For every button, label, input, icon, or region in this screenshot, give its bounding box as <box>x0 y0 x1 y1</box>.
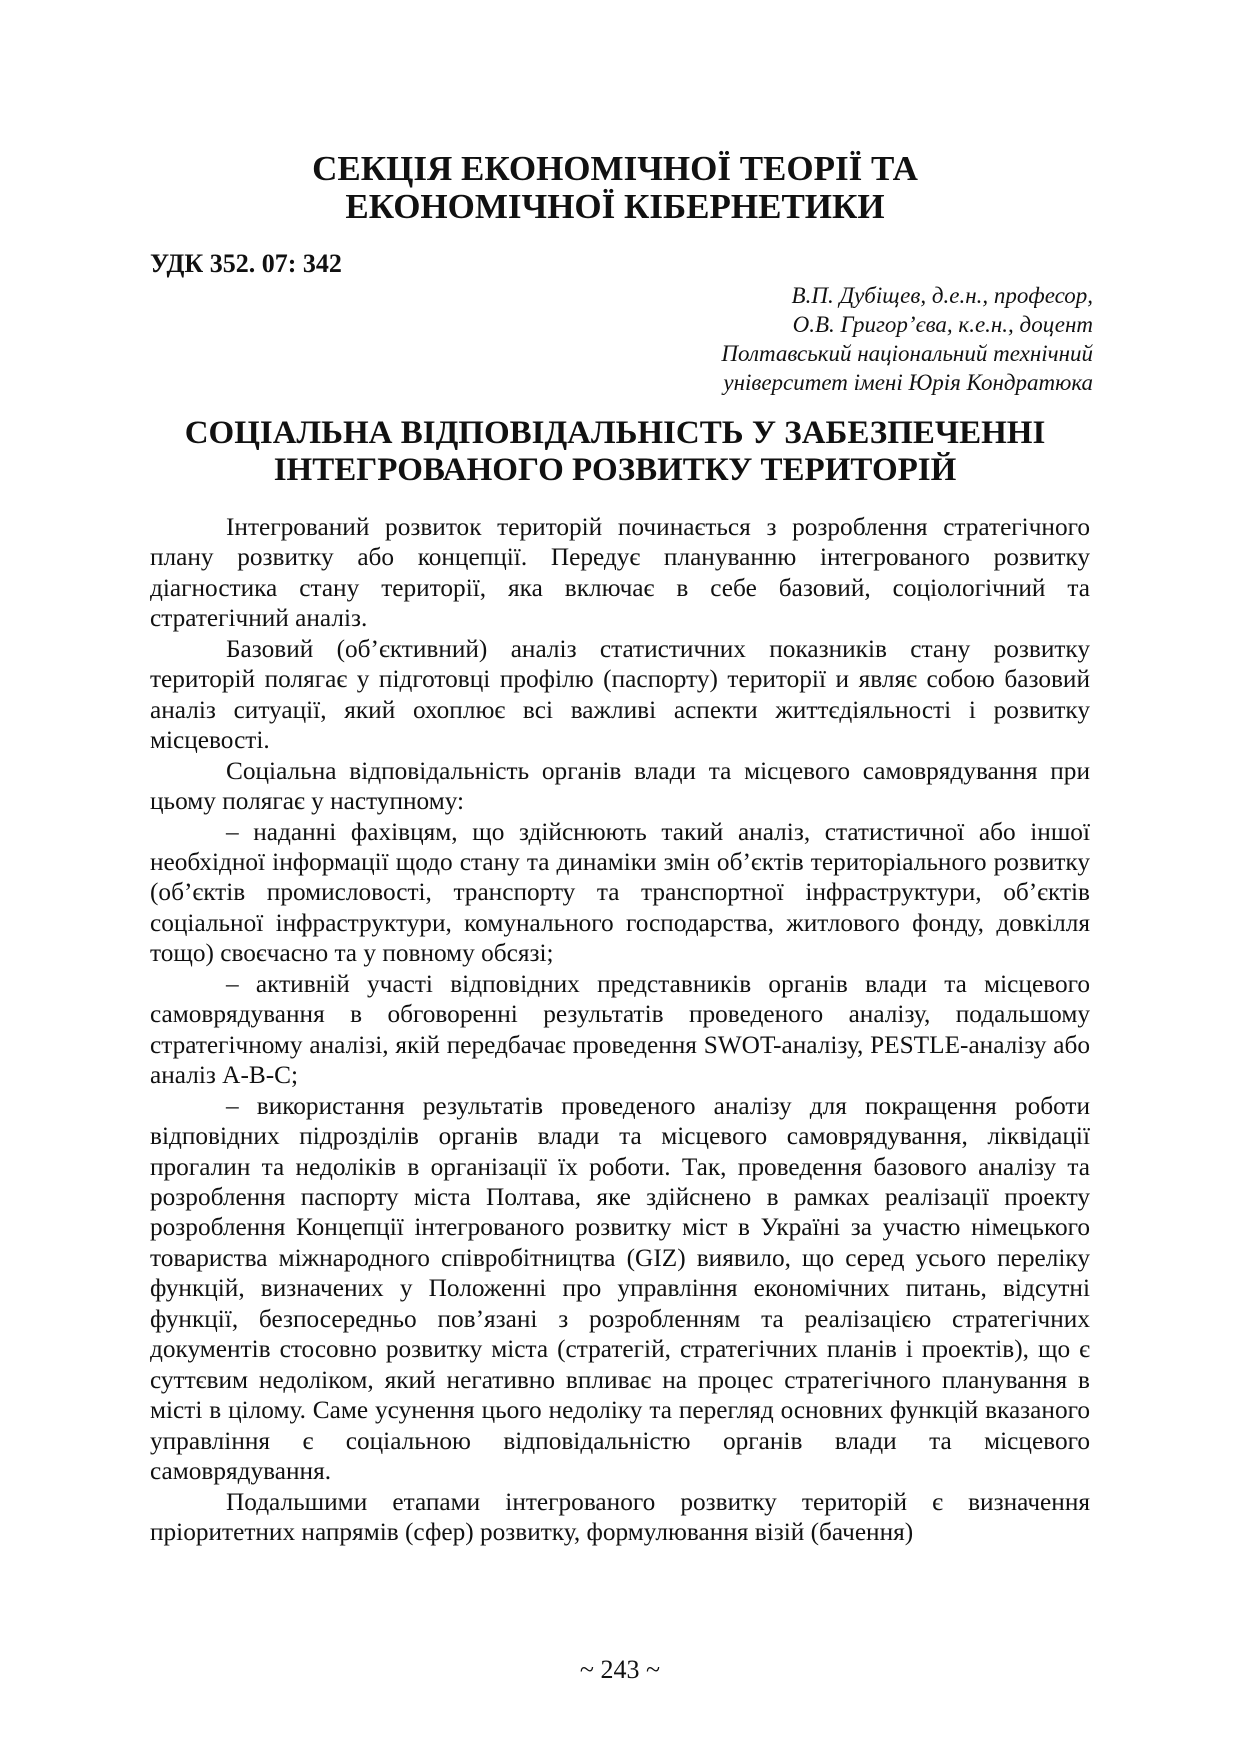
paragraph: Подальшими етапами інтегрованого розвитку територій є визначення пріоритетних напрямів (сфер) розвитку, формулювання візій (бачення) <box>150 1487 1090 1546</box>
article-title-line-2: ІНТЕГРОВАНОГО РОЗВИТКУ ТЕРИТОРІЙ <box>273 452 957 488</box>
paragraph: Соціальна відповідальність органів влади та місцевого самоврядування при цьому полягає у наступному: <box>150 756 1090 816</box>
affiliation-line-1: Полтавський національний технічний <box>721 341 1093 366</box>
list-item-paragraph: – активній участі відповідних представників органів влади та місцевого самоврядування в обговоренні результатів проведеного аналізу, подальшому стратегічному аналізі, якій передбачає проведення SWOT-аналізу, PESTLE-аналізу або аналіз A-B-C; <box>150 969 1090 1090</box>
section-title <box>150 150 1080 226</box>
author-2: О.В. Григор’єва, к.е.н., доцент <box>792 312 1093 337</box>
paragraph: Інтегрований розвиток територій починається з розроблення стратегічного плану розвитку або концепції. Передує плануванню інтегрованого розвитку діагностика стану території, яка включає в себе базовий, соціологічний та стратегічний аналіз. <box>150 513 1090 633</box>
paragraph: Базовий (об’єктивний) аналіз статистичних показників стану розвитку територій полягає у підготовці профілю (паспорту) території и являє собою базовий аналіз ситуації, який охоплює всі важливі аспекти життєдіяльності і розвитку місцевості. <box>150 634 1090 755</box>
article-title-line-1: СОЦІАЛЬНА ВІДПОВІДАЛЬНІСТЬ У ЗАБЕЗПЕЧЕННІ <box>184 415 1046 451</box>
udk-code: УДК 352. 07: 342 <box>150 249 342 278</box>
article-title <box>150 415 1080 489</box>
section-title-line-1: СЕКЦІЯ ЕКОНОМІЧНОЇ ТЕОРІЇ ТА <box>312 149 918 188</box>
page-number: ~ 243 ~ <box>579 1655 661 1684</box>
author-block <box>721 281 1093 397</box>
list-item-paragraph: – використання результатів проведеного аналізу для покращення роботи відповідних підрозділів органів влади та місцевого самоврядування, ліквідації прогалин та недоліків в організації їх роботи. Так, проведення базового аналізу та розроблення паспорту міста Полтава, яке здійснено в рамках реалізації проекту розроблення Концепції інтегрованого розвитку міст в Україні за участю німецького товариства міжнародного співробітництва (GIZ) виявило, що серед усього переліку функцій, визначених у Положенні про управління економічних питань, відсутні функції, безпосередньо пов’язані з розробленням та реалізацією стратегічних документів стосовно розвитку міста (стратегій, стратегічних планів і проектів), що є суттєвим недоліком, який негативно впливає на процес стратегічного планування в місті в цілому. Саме усунення цього недоліку та перегляд основних функцій вказаного управління є соціальною відповідальністю органів влади та місцевого самоврядування. <box>150 1091 1090 1486</box>
author-1: В.П. Дубіщев, д.е.н., професор, <box>791 283 1093 308</box>
article-body <box>150 512 1090 1547</box>
section-title-line-2: ЕКОНОМІЧНОЇ КІБЕРНЕТИКИ <box>345 187 885 226</box>
affiliation-line-2: університет імені Юрія Кондратюка <box>723 370 1093 395</box>
list-item-paragraph: – наданні фахівцям, що здійснюють такий аналіз, статистичної або іншої необхідної інформації щодо стану та динаміки змін об’єктів територіального розвитку (об’єктів промисловості, транспорту та транспортної інфраструктури, об’єктів соціальної інфраструктури, комунального господарства, житлового фонду, довкілля тощо) своєчасно та у повному обсязі; <box>150 817 1090 968</box>
